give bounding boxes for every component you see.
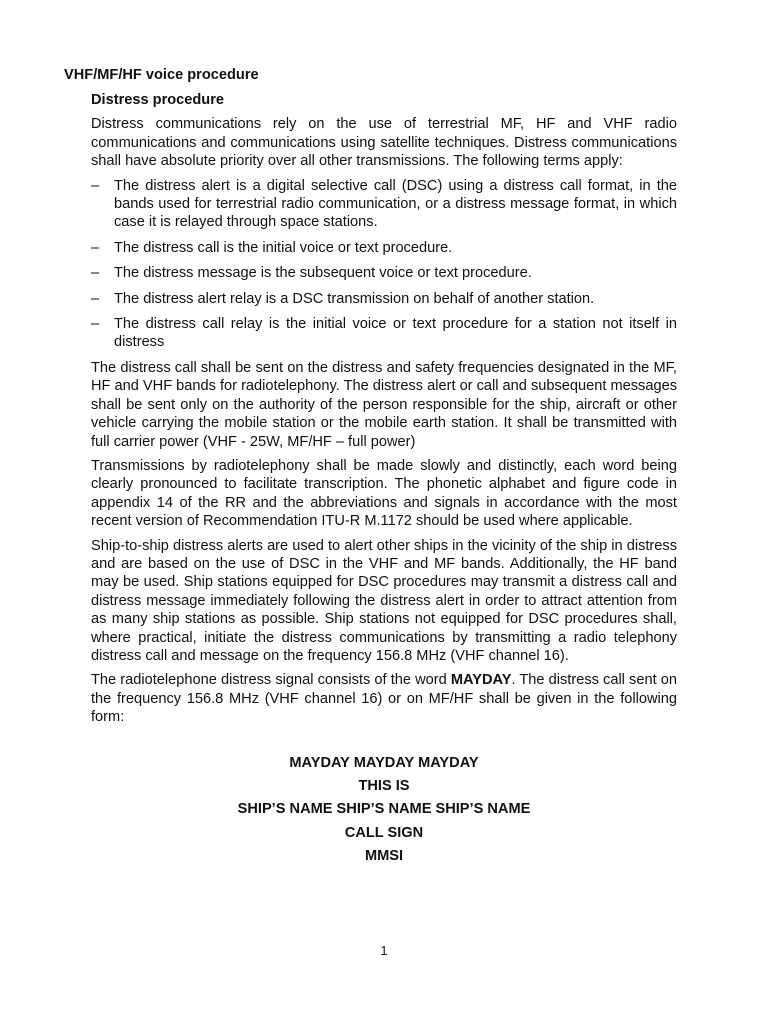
- list-item-text: The distress call is the initial voice or text procedure.: [114, 239, 453, 256]
- mayday-word: MAYDAY: [450, 672, 512, 689]
- list-item: [91, 290, 677, 308]
- signal-text-after: . The distress call sent on the frequency 156.8 MHz (VHF channel 16) or on MF/HF shall be given in the following form:: [91, 672, 677, 726]
- list-item-text: The distress alert relay is a DSC transmission on behalf of another station.: [114, 290, 595, 307]
- list-item: [91, 264, 677, 282]
- distress-signal-paragraph: [91, 671, 677, 726]
- dash-bullet: –: [91, 290, 100, 307]
- list-item-text: The distress message is the subsequent voice or text procedure.: [114, 265, 532, 282]
- subheading: Distress procedure: [91, 92, 225, 108]
- dash-bullet: –: [91, 177, 100, 194]
- intro-paragraph: Distress communications rely on the use of terrestrial MF, HF and VHF radio communications and communications using satellite techniques. Distress communications shall have absolute priority over all other transmissions. The following terms apply:: [91, 116, 677, 170]
- list-item-text: The distress alert is a digital selective call (DSC) using a distress call format, in the bands used for terrestrial radio communication, or a distress message format, in which case it is relayed through space stations.: [114, 177, 677, 231]
- section-title: VHF/MF/HF voice procedure: [64, 67, 259, 83]
- page-number: 1: [380, 943, 388, 958]
- form-line-ships-name: SHIP’S NAME SHIP’S NAME SHIP’S NAME: [237, 801, 531, 818]
- dash-bullet: –: [91, 316, 100, 333]
- ship-to-ship-paragraph: Ship-to-ship distress alerts are used to alert other ships in the vicinity of the ship in distress and are based on the use of DSC in the VHF and MF bands. Additionally, the HF band may be used. Ship stations equipped for DSC procedures may transmit a distress call and distress message immediately following the distress alert in order to attract attention from as many ship stations as possible. Ship stations not equipped for DSC procedures shall, where practical, initiate the distress communications by transmitting a radio telephony distress call and message on the frequency 156.8 MHz (VHF channel 16).: [91, 537, 677, 664]
- dash-bullet: –: [91, 265, 100, 282]
- terms-list: [91, 177, 677, 352]
- form-line-mayday: MAYDAY MAYDAY MAYDAY: [289, 754, 479, 771]
- signal-text-before: The radiotelephone distress signal consists of the word: [91, 672, 451, 689]
- distress-call-form: [91, 754, 677, 866]
- form-line-mmsi: MMSI: [364, 848, 404, 865]
- form-line-call-sign: CALL SIGN: [344, 824, 424, 841]
- list-item-text: The distress call relay is the initial voice or text procedure for a station not itself in distress: [114, 316, 677, 351]
- dash-bullet: –: [91, 239, 100, 256]
- list-item: [91, 315, 677, 352]
- transmissions-paragraph: Transmissions by radiotelephony shall be made slowly and distinctly, each word being clearly pronounced to facilitate transcription. The phonetic alphabet and figure code in appendix 14 of the RR and the abbreviations and signals in accordance with the most recent version of Recommendation ITU-R M.1172 should be used where applicable.: [91, 457, 677, 530]
- form-line-this-is: THIS IS: [358, 778, 410, 794]
- document-body: [91, 91, 677, 871]
- list-item: [91, 177, 677, 232]
- frequencies-paragraph: The distress call shall be sent on the distress and safety frequencies designated in the MF, HF and VHF bands for radiotelephony. The distress alert or call and subsequent messages shall be sent only on the authority of the person responsible for the ship, aircraft or other vehicle carrying the mobile station or the mobile earth station. It shall be transmitted with full carrier power (VHF - 25W, MF/HF – full power): [91, 359, 677, 450]
- list-item: [91, 239, 677, 257]
